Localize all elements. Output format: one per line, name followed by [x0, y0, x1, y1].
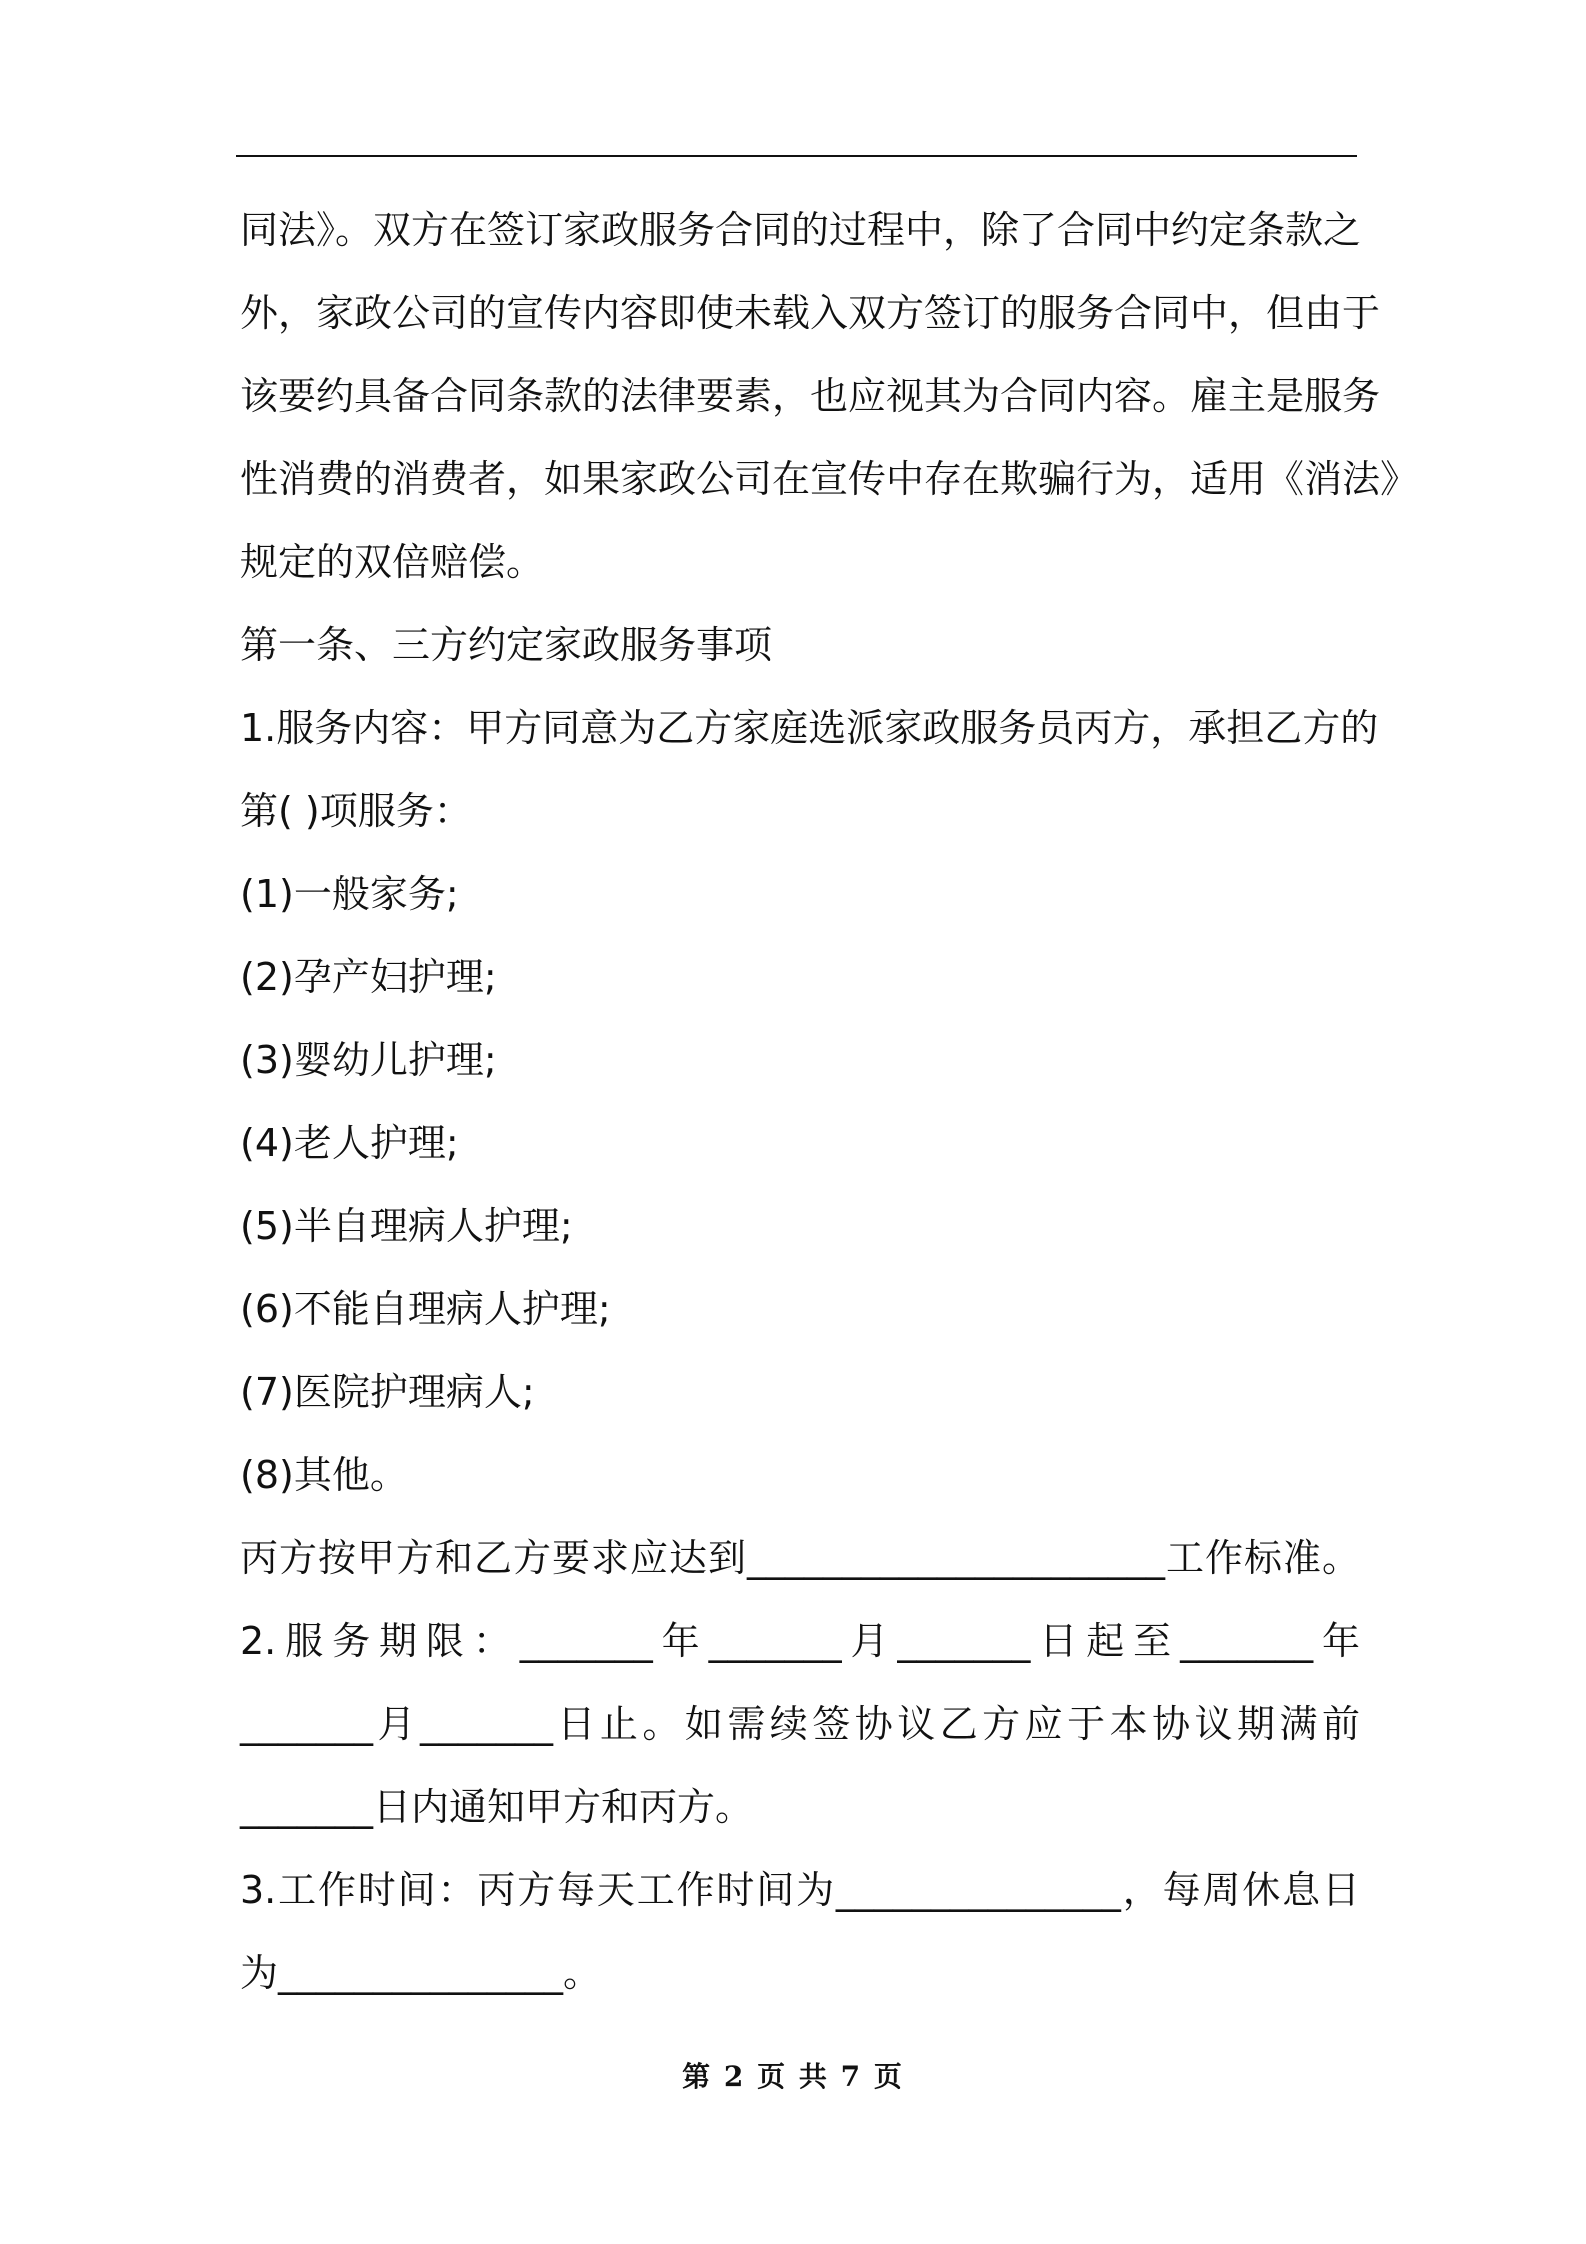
paragraph-line: 该要约具备合同条款的法律要素，也应视其为合同内容。雇主是服务: [240, 374, 1381, 418]
service-option: (5)半自理病人护理;: [240, 1204, 573, 1248]
service-option: (7)医院护理病人;: [240, 1370, 535, 1414]
clause-line: 1.服务内容：甲方同意为乙方家庭选派家政服务员丙方，承担乙方的: [240, 706, 1379, 750]
clause-line: 2.服务期限：_______年_______月_______日起至_______年: [240, 1619, 1360, 1663]
paragraph-line: 规定的双倍赔偿。: [240, 540, 545, 584]
header-rule: [236, 155, 1357, 157]
clause-line: 丙方按甲方和乙方要求应达到______________________工作标准。: [240, 1536, 1360, 1580]
clause-line: 第( )项服务：: [240, 789, 472, 833]
clause-line: _______月_______日止。如需续签协议乙方应于本协议期满前: [240, 1702, 1360, 1746]
clause-line: 3.工作时间：丙方每天工作时间为_______________，每周休息日: [240, 1868, 1360, 1912]
document-body: [240, 200, 1419, 2026]
service-option: (6)不能自理病人护理;: [240, 1287, 611, 1331]
service-option: (8)其他。: [240, 1453, 408, 1497]
service-option: (4)老人护理;: [240, 1121, 459, 1165]
paragraph-line: 性消费的消费者，如果家政公司在宣传中存在欺骗行为，适用《消法》: [240, 457, 1419, 501]
page-indicator: 第 2 页 共 7 页: [682, 2060, 904, 2093]
service-option: (1)一般家务;: [240, 872, 459, 916]
clause-line: _______日内通知甲方和丙方。: [240, 1785, 754, 1829]
article-heading: 第一条、三方约定家政服务事项: [240, 623, 773, 667]
service-option: (2)孕产妇护理;: [240, 955, 497, 999]
clause-line: 为_______________。: [240, 1951, 602, 1995]
service-option: (3)婴幼儿护理;: [240, 1038, 497, 1082]
paragraph-line: 外，家政公司的宣传内容即使未载入双方签订的服务合同中，但由于: [240, 291, 1381, 335]
paragraph-line: 同法》。双方在签订家政服务合同的过程中，除了合同中约定条款之: [240, 208, 1362, 252]
